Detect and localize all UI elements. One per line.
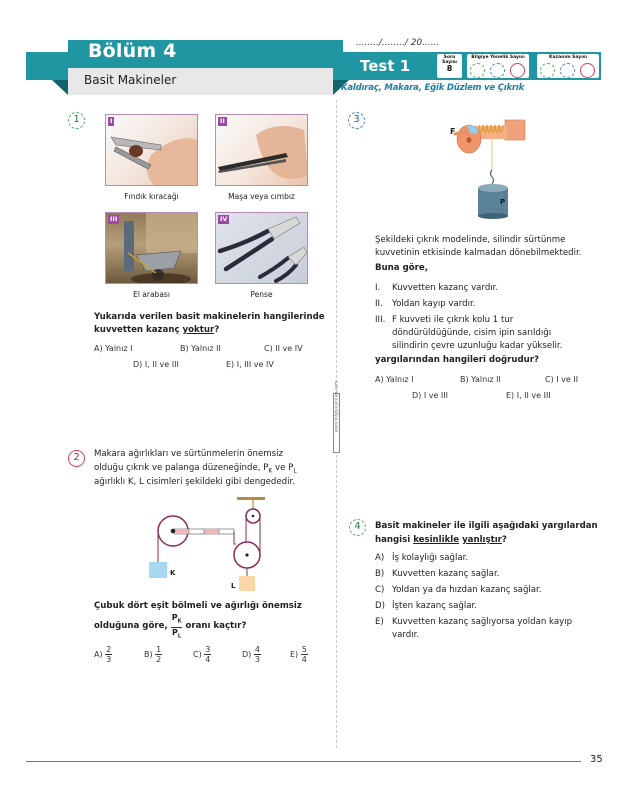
q4-emphasis: kesinlikle [413, 535, 460, 545]
option-text: İş kolaylığı sağlar. [392, 553, 469, 563]
q3-option-d[interactable]: D) I ve III [412, 391, 449, 400]
option-fraction [204, 645, 211, 664]
q3-option-c[interactable]: C) I ve II [545, 375, 579, 384]
q2-text-part: oranı kaçtır? [185, 621, 247, 632]
option-letter: E) [290, 650, 299, 659]
movable-pulley-axle [245, 553, 248, 556]
pliers-illustration [216, 213, 308, 284]
fraction-denominator: 3 [106, 655, 112, 664]
date-field: ......../......../ 20...... [356, 38, 440, 48]
option-letter: B) [144, 650, 153, 659]
footer-rule [26, 761, 581, 762]
q4-option-d[interactable] [375, 600, 477, 614]
fraction-numerator: 1 [156, 645, 162, 654]
knowledge-score-label: Bilgiye Yönelik Sayısı [471, 55, 525, 60]
photo-caption: Pense [250, 290, 273, 299]
q3-statement-1 [375, 282, 498, 296]
label-f: F [450, 127, 456, 136]
rope-rod [234, 531, 236, 544]
statement-numeral: III. [375, 315, 386, 325]
statement-text: F kuvveti ile çıkrık kolu 1 tur [392, 315, 514, 325]
score-ring-green [540, 63, 555, 78]
option-letter: A) [375, 553, 385, 563]
option-letter: D) [242, 650, 252, 659]
axle-hole [467, 137, 472, 143]
option-fraction [105, 645, 112, 664]
q3-statement-3-line3: silindirin çevre uzunluğu kadar yükselir. [392, 341, 563, 351]
photo-label: I [110, 117, 113, 125]
q3-option-b[interactable]: B) Yalnız II [460, 375, 501, 384]
fraction-denominator: 2 [156, 655, 162, 664]
q4-text-end: ? [501, 535, 507, 545]
wheelbarrow-illustration [106, 213, 198, 284]
ratio-fraction [171, 613, 183, 641]
q3-statement-3-line2: döndürüldüğünde, cisim ipin sarıldığı [392, 328, 552, 338]
topics-line: Kaldıraç, Makara, Eğik Düzlem ve Çıkrık [341, 83, 525, 93]
q1-text-line2 [94, 324, 219, 338]
option-letter: D) [375, 601, 385, 611]
q2-text-part: olduğu çıkrık ve palanga düzeneğinde, P [94, 463, 269, 473]
solution-score-label: Kazanım Sayısı [548, 55, 588, 60]
q1-option-a[interactable]: A) Yalnız I [94, 344, 133, 353]
statement-text: Kuvvetten kazanç vardır. [392, 283, 499, 293]
q2-option-b[interactable] [144, 645, 162, 664]
fraction-denominator: 4 [301, 655, 307, 664]
q1-option-e[interactable]: E) I, III ve IV [226, 360, 274, 369]
hook [491, 170, 494, 184]
watermark-text [335, 409, 340, 433]
q2-text-part: olduğuna göre, [94, 621, 168, 632]
weight-top [478, 184, 508, 192]
option-letter: C) [193, 650, 202, 659]
pk: P [171, 613, 178, 622]
photo-caption: El arabası [133, 290, 170, 299]
wheel-axle [171, 529, 176, 534]
photo-wheelbarrow [105, 212, 198, 284]
q1-option-b[interactable]: B) Yalnız II [180, 344, 221, 353]
weight-bottom [478, 213, 508, 219]
question-count-value: 8 [446, 64, 453, 73]
statement-numeral: II. [375, 299, 383, 309]
q3-statement-3 [375, 314, 513, 328]
subscript-l: L [177, 633, 182, 640]
q1-text-part: kuvvetten kazanç [94, 325, 183, 335]
q4-option-e-line2: vardır. [392, 630, 420, 640]
nutcracker-illustration [106, 115, 198, 186]
label-k: K [170, 569, 176, 577]
q4-text-line2 [375, 534, 507, 548]
option-letter: C) [375, 585, 385, 595]
score-ring-red [580, 63, 595, 78]
q3-option-e[interactable]: E) I, II ve III [506, 391, 551, 400]
question-number-3: 3 [348, 112, 365, 129]
score-ring-red [510, 63, 525, 78]
photo-label: IV [220, 215, 228, 223]
score-ring-green [470, 63, 485, 78]
q3-text-line2: kuvvetinin etkisinde kalmadan dönebilmektedir. [375, 248, 582, 258]
fraction-numerator: 4 [254, 645, 260, 654]
q2-text-line1: Makara ağırlıkları ve sürtünmelerin önemsiz [94, 449, 283, 459]
statement-text: Yoldan kayıp vardır. [392, 299, 476, 309]
q2-option-c[interactable] [193, 645, 211, 664]
photo-tweezers [215, 114, 308, 186]
windlass-diagram [445, 112, 545, 222]
q3-text-line1: Şekildeki çıkrık modelinde, silindir sürtünme [375, 235, 566, 245]
fraction-denominator: 3 [254, 655, 260, 664]
statement-numeral: I. [375, 283, 381, 293]
support-block [505, 120, 525, 140]
fraction-numerator: 5 [301, 645, 307, 654]
question-count-label: Soru Sayısı [442, 55, 457, 65]
option-text: Kuvvetten kazanç sağlıyorsa yoldan kayıp [392, 617, 573, 627]
q4-option-c[interactable] [375, 584, 542, 598]
solution-score-box [536, 53, 600, 79]
option-fraction [301, 645, 308, 664]
q4-option-e[interactable] [375, 616, 572, 630]
option-fraction [254, 645, 261, 664]
fixed-pulley-axle [252, 515, 255, 518]
q2-text-line3: ağırlıklı K, L cisimleri şekildeki gibi dengededir. [94, 477, 295, 487]
chapter-title: Bölüm 4 [88, 40, 177, 62]
q2-text-part: ve P [272, 463, 294, 473]
q4-emphasis: yanlıştır [462, 535, 502, 545]
q4-option-b[interactable] [375, 568, 499, 582]
q2-text-line4: Çubuk dört eşit bölmeli ve ağırlığı önemsiz [94, 601, 302, 611]
label-l: L [231, 582, 236, 590]
fraction-numerator: 2 [106, 645, 112, 654]
rod-segment-3 [204, 529, 219, 534]
fraction-numerator [171, 613, 183, 628]
option-letter: A) [94, 650, 103, 659]
photo-nutcracker [105, 114, 198, 186]
option-text: İşten kazanç sağlar. [392, 601, 477, 611]
q2-option-a[interactable] [94, 645, 112, 664]
block-l [239, 576, 255, 591]
chapter-subtitle: Basit Makineler [84, 73, 177, 87]
q3-statement-2 [375, 298, 475, 312]
fraction-denominator [171, 628, 183, 642]
photo-pliers [215, 212, 308, 284]
block-k [149, 562, 167, 578]
test-title: Test 1 [360, 57, 411, 75]
q3-text-line4: yargılarından hangileri doğrudur? [375, 355, 539, 365]
tweezers-illustration [216, 115, 308, 186]
q1-text-line1: Yukarıda verilen basit makinelerin hangilerinde [94, 312, 325, 322]
q3-option-a[interactable]: A) Yalnız I [375, 375, 414, 384]
option-text: Kuvvetten kazanç sağlar. [392, 569, 500, 579]
ceiling-mount [237, 497, 265, 500]
q4-option-a[interactable] [375, 552, 468, 566]
subscript-l: L [293, 467, 297, 475]
subscript-k: K [177, 618, 182, 625]
rod-segment-1 [174, 529, 189, 534]
q2-text-line5 [94, 613, 246, 641]
question-number-4: 4 [349, 519, 366, 536]
q1-text-end: ? [214, 325, 220, 335]
subscript-k: K [268, 467, 273, 475]
question-count-box [436, 53, 463, 79]
knowledge-score-box [466, 53, 530, 79]
photo-caption: Maşa veya cımbız [228, 192, 295, 201]
fraction-denominator: 4 [205, 655, 211, 664]
label-p: P [500, 198, 506, 206]
photo-label: III [110, 215, 118, 223]
pl: P [172, 627, 178, 637]
fraction-numerator: 3 [205, 645, 211, 654]
option-fraction [155, 645, 162, 664]
q1-option-c[interactable]: C) II ve IV [264, 344, 303, 353]
option-text: Yoldan ya da hızdan kazanç sağlar. [392, 585, 542, 595]
question-number-1: 1 [68, 112, 85, 129]
question-number-2: 2 [68, 450, 85, 467]
q4-text-line1: Basit makineler ile ilgili aşağıdaki yargılardan [375, 521, 598, 531]
option-letter: B) [375, 569, 385, 579]
q2-option-e[interactable] [290, 645, 308, 664]
page-number: 35 [590, 754, 603, 765]
photo-caption: Fındık kıracağı [124, 192, 179, 201]
q2-option-d[interactable] [242, 645, 261, 664]
pulley-system-diagram [140, 490, 290, 595]
score-ring-blue [560, 63, 575, 78]
q1-option-d[interactable]: D) I, II ve III [133, 360, 179, 369]
ribbon-fold-left [52, 80, 68, 95]
option-letter: E) [375, 617, 384, 627]
score-ring-blue [490, 63, 505, 78]
q3-text-line3: Buna göre, [375, 263, 428, 273]
q1-emphasis: yoktur [182, 325, 215, 335]
q4-text-part: hangisi [375, 535, 414, 545]
photo-label: II [220, 117, 225, 125]
